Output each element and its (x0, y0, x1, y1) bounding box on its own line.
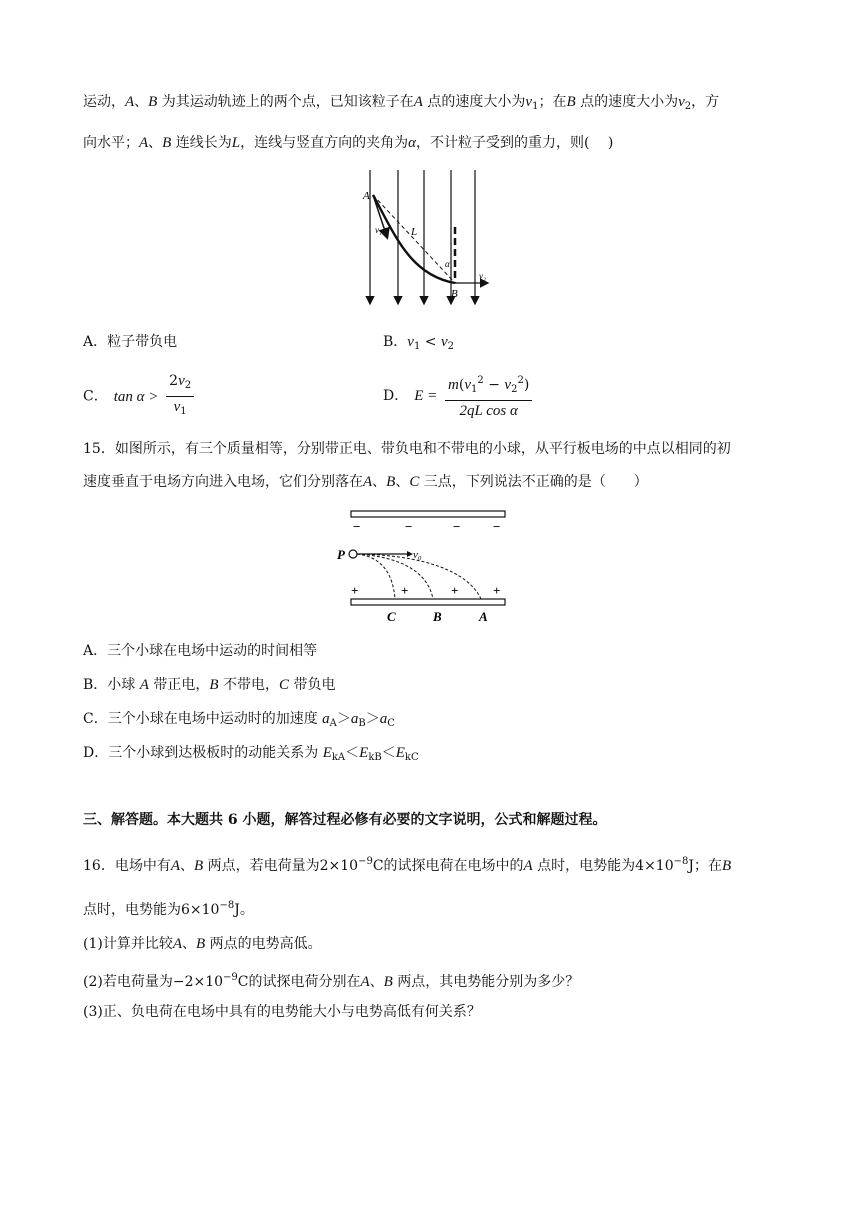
q15-line2: 速度垂直于电场方向进入电场，它们分别落在A、B、C 三点，下列说法不正确的是（ ） (83, 474, 648, 490)
fig-label-v2: v₂ (479, 271, 487, 281)
section-title: 三、解答题。本大题共 6 小题，解答过程必修有必要的文字说明，公式和解题过程。 (83, 812, 607, 828)
fig-label-b: B (451, 288, 458, 300)
q14-option-a: A．粒子带负电 (83, 334, 178, 350)
q15-option-b: B．小球 A 带正电，B 不带电，C 带负电 (83, 677, 336, 693)
minus-sign: − (453, 519, 461, 534)
q15-plates-figure (333, 505, 513, 630)
fig-label-v1: v₁ (375, 225, 383, 235)
q14-option-b: B．$v_1 < v_2$ (383, 334, 455, 352)
fig-label-l: L (411, 226, 418, 238)
q16-part3: (3)正、负电荷在电场中具有的电势能大小与电势高低有何关系？ (83, 1004, 481, 1020)
minus-sign: − (353, 519, 361, 534)
q14-option-d: D． E = $\frac{m(v_1^2 - v_2^2)}{\text{2qL cos α}}$ (383, 372, 532, 420)
q14-line2: 向水平；A、B 连线长为L，连线与竖直方向的夹角为α，不计粒子受到的重力，则( ) (83, 135, 614, 151)
plus-sign: + (351, 583, 359, 598)
fig-label-b: B (433, 609, 442, 624)
fig-label-c: C (387, 609, 396, 624)
minus-sign: − (405, 519, 413, 534)
minus-sign: − (493, 519, 501, 534)
q14-field-figure (355, 165, 505, 310)
plus-sign: + (401, 583, 409, 598)
q16-line2: 点时，电势能为$6\times 10^{-8}J$。 (83, 900, 254, 918)
fig-label-alpha: α (445, 259, 450, 269)
fig-label-p: P (337, 547, 345, 562)
fig-label-a: A (479, 609, 488, 624)
fig-label-v0: v₀ (413, 549, 422, 561)
q15-option-c: C．三个小球在电场中运动时的加速度 $a_A>a_B>a_C$ (83, 711, 395, 729)
plus-sign: + (493, 583, 501, 598)
q15-line1: 15．如图所示，有三个质量相等，分别带正电、带负电和不带电的小球，从平行板电场的中点以相同的初 (83, 441, 731, 457)
fig-label-a: A (363, 190, 370, 202)
q16-line1: 16．电场中有A、B 两点，若电荷量为$2\times 10^{-9}C$的试探电荷在电场中的A 点时，电势能为$4\times 10^{-8}J$；在B (83, 856, 732, 874)
q16-part1: (1)计算并比较A、B 两点的电势高低。 (83, 936, 322, 952)
q15-option-d: D．三个小球到达极板时的动能关系为 $E_{kA}<E_{kB}<E_{kC}$ (83, 745, 419, 763)
plus-sign: + (451, 583, 459, 598)
q15-option-a: A．三个小球在电场中运动的时间相等 (83, 643, 318, 659)
q16-part2: (2)若电荷量为$-2\times 10^{-9}C$的试探电荷分别在A、B 两点，其电势能分别为多少？ (83, 972, 580, 990)
q14-line1: 运动，A、B 为其运动轨迹上的两个点，已知该粒子在A 点的速度大小为$v_1$；在B 点的速度大小为$v_2$，方 (83, 94, 720, 112)
q14-option-c: C． tan α > $\frac{2v_2}{v_1}$ (83, 372, 194, 421)
